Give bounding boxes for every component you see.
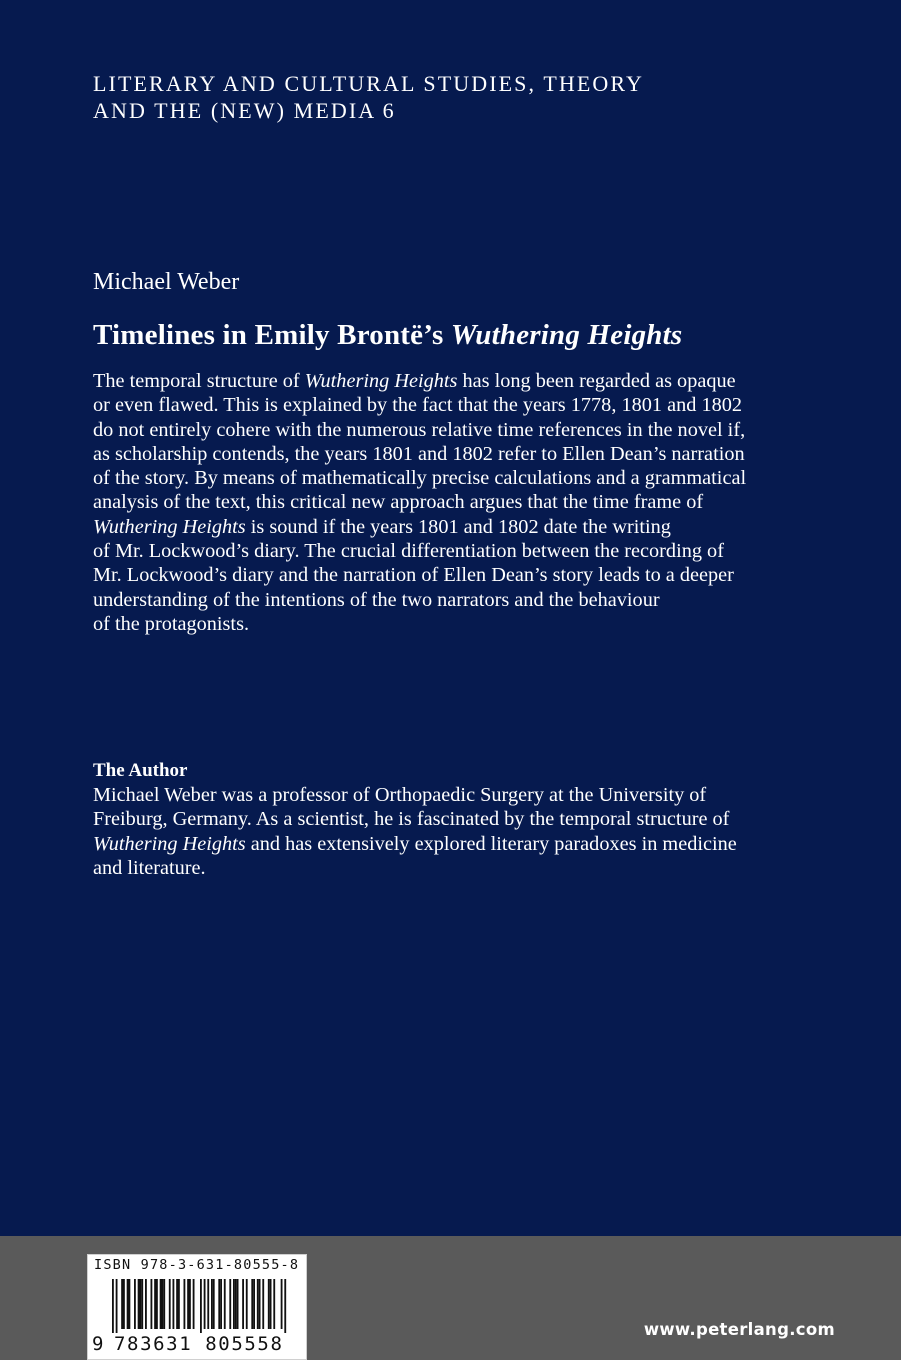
barcode-bar — [151, 1279, 153, 1329]
barcode-bar — [138, 1279, 140, 1329]
barcode-bar — [233, 1279, 235, 1329]
description-line: Mr. Lockwood’s diary and the narration of Ellen Dean’s story leads to a deeper — [93, 564, 734, 587]
barcode-bar — [169, 1279, 171, 1329]
description-line: analysis of the text, this critical new approach argues that the time frame of — [93, 491, 704, 514]
publisher-website[interactable]: www.peterlang.com — [643, 1320, 835, 1339]
description-text: has long been regarded as opaque — [457, 370, 736, 392]
description-line: or even flawed. This is explained by the fact that the years 1778, 1801 and 1802 — [93, 394, 743, 417]
description-line: as scholarship contends, the years 1801 and 1802 refer to Ellen Dean’s narration — [93, 442, 745, 465]
barcode-bar — [173, 1279, 175, 1329]
barcode-bar — [176, 1279, 178, 1329]
barcode-bar — [262, 1279, 264, 1329]
barcode-bar — [281, 1279, 283, 1329]
ean-first-digit: 9 — [92, 1333, 104, 1355]
book-title-prefix: Timelines in Emily Brontë’s — [93, 319, 451, 351]
description-line — [93, 515, 823, 539]
barcode-bar — [237, 1279, 239, 1329]
isbn-barcode — [87, 1254, 307, 1360]
barcode-bar — [116, 1279, 118, 1333]
description-text: is sound if the years 1801 and 1802 date the writing — [245, 515, 671, 538]
ean-digits: 783631 805558 — [114, 1333, 284, 1355]
barcode-bar — [220, 1279, 222, 1329]
barcode-bar — [121, 1279, 123, 1329]
barcode-bar — [134, 1279, 136, 1329]
barcode-bar — [284, 1279, 286, 1333]
barcode-bar — [193, 1279, 195, 1329]
barcode-bar — [178, 1279, 180, 1329]
barcode-bar — [145, 1279, 147, 1329]
barcode-bar — [112, 1279, 114, 1333]
barcode-bar — [257, 1279, 259, 1329]
biography-line: Michael Weber was a professor of Orthopaedic Surgery at the University of — [93, 784, 707, 806]
description-text: The temporal structure of — [93, 370, 305, 392]
author-name: Michael Weber — [93, 269, 240, 295]
barcode-bar — [253, 1279, 255, 1329]
barcode-bar — [270, 1279, 272, 1329]
about-author-heading: The Author — [93, 760, 188, 781]
barcode-bars — [112, 1279, 288, 1333]
barcode-bar — [187, 1279, 189, 1329]
barcode-bar — [127, 1279, 129, 1329]
biography-text: and has extensively explored literary paradoxes in medicine — [245, 832, 737, 855]
description-line: of Mr. Lockwood’s diary. The crucial differentiation between the recording of — [93, 540, 724, 563]
barcode-bar — [246, 1279, 248, 1329]
author-biography — [93, 783, 823, 880]
barcode-bar — [204, 1279, 206, 1329]
barcode-bar — [251, 1279, 253, 1329]
description-italic-title: Wuthering Heights — [304, 370, 458, 392]
series-title-line-2: AND THE (NEW) MEDIA 6 — [93, 98, 396, 123]
barcode-bar — [154, 1279, 156, 1329]
description-line: understanding of the intentions of the two narrators and the behaviour — [93, 588, 660, 611]
barcode-bar — [268, 1279, 270, 1329]
barcode-bar — [141, 1279, 143, 1329]
barcode-bar — [123, 1279, 125, 1329]
description-line: of the protagonists. — [93, 612, 250, 635]
description-line: do not entirely cohere with the numerous relative time references in the novel if, — [93, 418, 746, 441]
barcode-bar — [235, 1279, 237, 1329]
book-title-italic: Wuthering Heights — [450, 319, 683, 351]
biography-line: Freiburg, Germany. As a scientist, he is fascinated by the temporal structure of — [93, 808, 730, 831]
description-italic-title: Wuthering Heights — [93, 515, 246, 538]
series-title — [93, 70, 813, 124]
barcode-bar — [218, 1279, 220, 1329]
isbn-label: ISBN 978-3-631-80555-8 — [94, 1257, 300, 1273]
biography-line: and literature. — [93, 856, 206, 879]
description-line: of the story. By means of mathematically precise calculations and a grammatical — [93, 467, 747, 490]
biography-italic-title: Wuthering Heights — [93, 832, 246, 855]
barcode-bar — [242, 1279, 244, 1329]
barcode-bar — [213, 1279, 215, 1329]
barcode-bar — [273, 1279, 275, 1329]
biography-line — [93, 832, 823, 856]
barcode-bar — [224, 1279, 226, 1329]
barcode-bar — [129, 1279, 131, 1329]
barcode-bar — [160, 1279, 162, 1329]
barcode-bar — [140, 1279, 142, 1329]
barcode-bar — [200, 1279, 202, 1333]
barcode-bar — [163, 1279, 165, 1329]
barcode-bar — [184, 1279, 186, 1329]
barcode-bar — [156, 1279, 158, 1329]
barcode-bar — [162, 1279, 164, 1329]
barcode-bar — [229, 1279, 231, 1329]
barcode-bar — [259, 1279, 261, 1329]
description-line — [93, 369, 823, 393]
book-title — [93, 317, 853, 353]
book-description — [93, 369, 823, 636]
barcode-bar — [211, 1279, 213, 1329]
barcode-bar — [207, 1279, 209, 1329]
series-title-line-1: LITERARY AND CULTURAL STUDIES, THEORY — [93, 71, 644, 96]
barcode-bar — [189, 1279, 191, 1329]
